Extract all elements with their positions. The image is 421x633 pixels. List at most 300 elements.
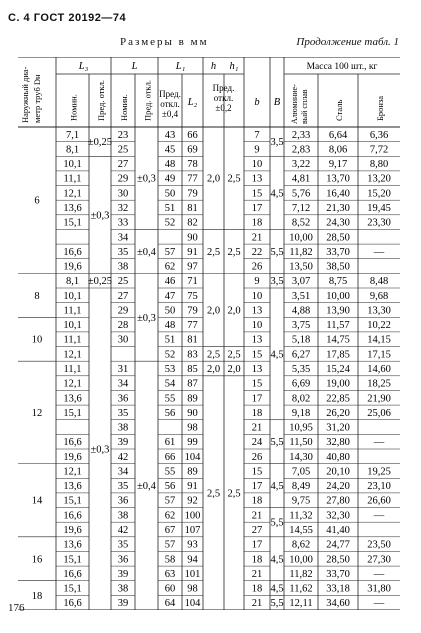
cell-L2: 79	[187, 188, 198, 200]
header-h: h	[210, 61, 217, 72]
cell-L2: 71	[187, 276, 198, 288]
cell-L3: 16,6	[63, 246, 82, 258]
cell-L2: 66	[187, 129, 198, 141]
cell-br: 8,48	[369, 276, 389, 288]
header-B: B	[273, 97, 281, 108]
cell-L3: 16,6	[63, 437, 82, 449]
cell-L1: 57	[164, 246, 176, 258]
cell-b: 22	[251, 246, 263, 258]
cell-st: 24,30	[326, 217, 350, 229]
B-cell: 5,5	[270, 517, 284, 529]
cell-al: 13,50	[289, 261, 313, 273]
cell-b: 13	[251, 305, 263, 317]
cell-L: 42	[117, 525, 129, 536]
cell-st: 6,64	[328, 129, 348, 141]
page-number: 176	[8, 602, 25, 614]
cell-L3: 15,1	[63, 407, 82, 419]
header-nominal: Номин.	[68, 94, 79, 121]
cell-L3: 12,1	[63, 466, 82, 478]
cell-b: 26	[251, 261, 263, 273]
cell-al: 4,88	[291, 305, 311, 317]
cell-br: 19,25	[367, 466, 391, 478]
cell-L3: 10,1	[63, 320, 82, 332]
outer-diameter-cell: 12	[31, 407, 43, 419]
B-cell: 4,5	[270, 188, 284, 200]
cell-st: 13,90	[326, 305, 350, 317]
L3-tolerance-cell: ±0,25	[87, 137, 113, 149]
header-L3: L₃	[78, 61, 89, 72]
cell-L1: 61	[164, 437, 176, 449]
cell-L1: 56	[164, 407, 176, 419]
cell-L: 38	[117, 422, 129, 434]
cell-L1: 54	[164, 378, 176, 390]
cell-al: 11,32	[289, 510, 313, 522]
L-tolerance-cell: ±0,4	[137, 246, 156, 258]
cell-L3: 7,1	[65, 129, 80, 141]
cell-b: 13	[251, 334, 263, 346]
header-nominal: Номин.	[119, 94, 129, 121]
cell-b: 7	[254, 129, 260, 141]
cell-br: 23,50	[367, 539, 391, 551]
L3-tolerance-cell: ±0,3	[90, 210, 110, 222]
cell-br: 8,80	[369, 159, 389, 171]
cell-b: 18	[251, 583, 263, 595]
cell-al: 5,35	[291, 364, 311, 375]
cell-st: 41,40	[326, 525, 350, 536]
cell-b: 18	[251, 407, 263, 419]
cell-L: 36	[117, 554, 129, 566]
cell-L2: 77	[187, 173, 198, 185]
L-tolerance-cell: ±0,3	[137, 173, 156, 185]
cell-b: 13	[251, 173, 263, 185]
L-tolerance-cell: ±0,3	[137, 312, 156, 324]
cell-L: 38	[117, 583, 129, 595]
cell-L: 39	[117, 568, 129, 580]
cell-b: 17	[251, 393, 263, 405]
cell-L1: 66	[164, 451, 176, 463]
cell-al: 8,52	[291, 217, 311, 229]
cell-b: 21	[251, 510, 263, 522]
cell-L1: 45	[164, 144, 176, 156]
L-tolerance-cell: ±0,4	[137, 481, 156, 493]
cell-st: 24,20	[326, 481, 350, 493]
cell-L: 35	[117, 539, 129, 551]
cell-al: 8,49	[291, 481, 311, 493]
cell-L2: 78	[187, 159, 198, 171]
header-L: L	[131, 61, 138, 72]
cell-L2: 81	[187, 334, 198, 346]
cell-L3: 13,6	[63, 539, 82, 551]
cell-L1: 56	[164, 481, 176, 493]
cell-L: 28	[117, 320, 129, 332]
cell-st: 27,80	[326, 495, 350, 507]
cell-L1: 47	[164, 290, 176, 302]
cell-L2: 90	[187, 407, 198, 419]
cell-L2: 69	[187, 144, 198, 156]
L3-tolerance-cell: ±0,25	[87, 276, 113, 288]
header-h-tol: откл.	[213, 93, 234, 103]
header-L2: L₂	[187, 97, 198, 108]
cell-L3: 15,1	[63, 583, 82, 595]
cell-L3: 15,1	[63, 217, 82, 229]
header-mass: Масса 100 шт., кг	[306, 62, 378, 72]
B-cell: 4,5	[270, 481, 284, 493]
cell-L: 25	[117, 276, 129, 288]
header-steel: Сталь	[334, 99, 344, 121]
cell-L1: 48	[164, 159, 176, 171]
cell-st: 38,50	[326, 261, 350, 273]
cell-L3: 12,1	[63, 188, 82, 200]
cell-br: 23,30	[367, 217, 391, 229]
cell-L2: 87	[187, 378, 198, 390]
cell-b: 27	[251, 525, 263, 536]
cell-b: 17	[251, 203, 263, 214]
cell-br: 6,36	[369, 129, 389, 141]
cell-st: 34,60	[326, 598, 350, 610]
cell-L3: 13,6	[63, 481, 82, 493]
cell-L1: 50	[164, 305, 176, 317]
cell-L2: 97	[187, 261, 198, 273]
cell-L3: 15,1	[63, 554, 82, 566]
header-outer-diameter: метр труб Dн	[32, 74, 42, 123]
cell-st: 8,75	[328, 276, 348, 288]
cell-L: 27	[117, 159, 129, 171]
cell-st: 14,75	[326, 334, 350, 346]
cell-L2: 89	[187, 466, 198, 478]
cell-br: 26,60	[367, 495, 391, 507]
units-caption: Размеры в мм	[120, 36, 209, 48]
cell-L1: 51	[164, 334, 176, 346]
cell-al: 2,33	[291, 129, 311, 141]
cell-L1: 63	[164, 568, 176, 580]
cell-al: 3,75	[291, 320, 311, 332]
cell-L2: 89	[187, 393, 198, 405]
cell-L1: 67	[164, 525, 176, 536]
cell-L2: 77	[187, 320, 198, 332]
cell-st: 33,18	[326, 583, 350, 595]
cell-st: 28,50	[326, 554, 350, 566]
cell-L3: 10,1	[63, 290, 82, 302]
header-aluminium: Алюминие-	[290, 84, 299, 124]
cell-al: 6,69	[291, 378, 311, 390]
cell-b: 26	[251, 451, 263, 463]
cell-L: 39	[117, 598, 129, 610]
cell-L3: 10,1	[63, 159, 82, 171]
cell-L: 29	[117, 305, 129, 317]
cell-b: 18	[251, 495, 263, 507]
cell-L3: 12,1	[63, 378, 82, 390]
cell-al: 7,12	[291, 203, 311, 214]
cell-al: 9,75	[291, 495, 311, 507]
B-cell: 4,5	[270, 583, 284, 595]
cell-L: 42	[117, 451, 129, 463]
cell-br: 15,20	[367, 188, 391, 200]
cell-b: 17	[251, 539, 263, 551]
cell-L2: 79	[187, 305, 198, 317]
header-tolerance: Пред. откл.	[96, 80, 106, 121]
cell-L: 23	[117, 129, 129, 141]
cell-st: 17,85	[326, 349, 350, 361]
cell-L: 35	[117, 407, 129, 419]
cell-L3: 8,1	[65, 144, 80, 156]
h1-cell: 2,5	[227, 173, 241, 185]
header-bronze: Бронза	[375, 95, 385, 121]
cell-br: —	[373, 568, 385, 580]
outer-diameter-cell: 14	[31, 495, 43, 507]
cell-L2: 91	[187, 481, 198, 493]
cell-st: 32,30	[326, 510, 350, 522]
cell-L2: 100	[184, 510, 201, 522]
B-cell: 4,5	[270, 554, 284, 566]
cell-L1: 46	[164, 276, 176, 288]
cell-br: 27,30	[367, 554, 391, 566]
cell-st: 22,85	[326, 393, 350, 405]
cell-L3: 11,1	[63, 364, 82, 375]
cell-L1: 48	[164, 320, 176, 332]
cell-L3: 16,6	[63, 510, 82, 522]
cell-al: 4,81	[291, 173, 311, 185]
cell-L3: 8,1	[65, 276, 80, 288]
table-continuation: Продолжение табл. 1	[296, 36, 399, 48]
cell-L2: 92	[187, 495, 198, 507]
cell-b: 10	[251, 320, 263, 332]
cell-al: 8,62	[291, 539, 311, 551]
cell-al: 9,18	[291, 407, 311, 419]
cell-al: 5,18	[291, 334, 311, 346]
cell-br: 13,30	[367, 305, 391, 317]
cell-L: 38	[117, 510, 129, 522]
cell-L2: 93	[187, 539, 198, 551]
cell-al: 14,30	[289, 451, 313, 463]
cell-st: 32,80	[326, 437, 350, 449]
cell-L: 30	[117, 188, 129, 200]
cell-L1: 62	[164, 261, 176, 273]
cell-br: —	[373, 598, 385, 610]
cell-b: 9	[254, 144, 260, 156]
cell-L1: 50	[164, 188, 176, 200]
cell-st: 20,10	[326, 466, 350, 478]
cell-st: 9,17	[328, 159, 348, 171]
cell-br: 14,60	[367, 364, 391, 375]
cell-al: 3,07	[291, 276, 311, 288]
cell-L2: 75	[187, 290, 198, 302]
cell-L1: 53	[164, 364, 176, 375]
B-cell: 5,5	[270, 246, 284, 258]
cell-st: 10,00	[326, 290, 350, 302]
cell-al: 3,22	[291, 159, 311, 171]
cell-L1: 52	[164, 217, 176, 229]
h1-cell: 2,0	[227, 305, 241, 317]
cell-b: 21	[251, 232, 263, 244]
cell-L3: 11,1	[63, 334, 82, 346]
cell-st: 8,06	[328, 144, 348, 156]
cell-L: 38	[117, 261, 129, 273]
cell-L3: 19,6	[63, 261, 82, 273]
cell-L1: 64	[164, 598, 176, 610]
cell-al: 10,00	[289, 232, 313, 244]
h-cell: 2,5	[206, 246, 221, 258]
outer-diameter-cell: 16	[31, 554, 43, 566]
header-h-tol: Пред.	[212, 83, 235, 93]
cell-st: 24,77	[326, 539, 350, 551]
cell-b: 15	[251, 349, 263, 361]
cell-L3: 16,6	[63, 598, 82, 610]
cell-L1: 60	[164, 583, 176, 595]
cell-L3: 11,1	[63, 305, 82, 317]
cell-L3: 16,6	[63, 568, 82, 580]
cell-b: 15	[251, 466, 263, 478]
h1-cell: 2,5	[227, 488, 241, 500]
cell-b: 15	[251, 378, 263, 390]
cell-st: 33,70	[326, 568, 350, 580]
cell-L2: 104	[184, 451, 201, 463]
cell-al: 7,05	[291, 466, 311, 478]
cell-st: 13,70	[326, 173, 350, 185]
cell-L2: 98	[187, 422, 198, 434]
cell-L2: 83	[187, 349, 198, 361]
cell-br: 21,90	[367, 393, 391, 405]
cell-al: 12,11	[289, 598, 313, 610]
cell-b: 15	[251, 188, 263, 200]
cell-br: 23,10	[367, 481, 391, 493]
cell-L3: 19,6	[63, 451, 82, 463]
cell-b: 24	[251, 437, 263, 449]
cell-L1: 57	[164, 495, 176, 507]
cell-L3: 15,1	[63, 495, 82, 507]
cell-L2: 82	[187, 217, 198, 229]
cell-L: 34	[117, 232, 129, 244]
cell-L: 30	[117, 334, 129, 346]
cell-st: 40,80	[326, 451, 350, 463]
cell-st: 33,70	[326, 246, 350, 258]
cell-st: 16,40	[326, 188, 350, 200]
cell-al: 14,55	[289, 525, 313, 536]
cell-L2: 99	[187, 437, 198, 449]
cell-b: 21	[251, 422, 263, 434]
cell-L1: 51	[164, 203, 176, 214]
cell-L: 39	[117, 437, 129, 449]
cell-L2: 91	[187, 246, 198, 258]
cell-L: 34	[117, 378, 129, 390]
cell-L: 33	[117, 217, 129, 229]
B-cell: 3,5	[270, 137, 284, 149]
cell-L: 25	[117, 144, 129, 156]
header-L1-tol: ±0,4	[161, 109, 179, 119]
cell-L: 36	[117, 393, 129, 405]
header-h-tol: ±0,2	[215, 103, 232, 113]
cell-b: 13	[251, 364, 263, 375]
cell-b: 18	[251, 554, 263, 566]
cell-st: 11,57	[326, 320, 350, 332]
cell-L: 31	[117, 364, 129, 375]
header-b: b	[254, 97, 260, 108]
cell-br: 14,15	[367, 334, 391, 346]
cell-L: 32	[117, 203, 129, 214]
cell-br: 13,20	[367, 173, 391, 185]
cell-L: 35	[117, 481, 129, 493]
cell-b: 9	[254, 276, 260, 288]
cell-L: 34	[117, 466, 129, 478]
cell-L3: 13,6	[63, 203, 82, 214]
header-L1-tol: откл.	[160, 99, 180, 109]
header-h1: h₁	[229, 61, 239, 72]
cell-br: —	[373, 437, 385, 449]
header-tolerance: Пред. откл.	[142, 80, 153, 121]
cell-L1: 52	[164, 349, 176, 361]
B-cell: 5,5	[270, 598, 284, 610]
cell-L1: 62	[164, 510, 176, 522]
cell-al: 8,02	[291, 393, 311, 405]
cell-L2: 81	[187, 203, 198, 214]
cell-st: 26,20	[326, 407, 350, 419]
cell-L2: 90	[187, 232, 198, 244]
h1-cell: 2,5	[227, 349, 241, 361]
cell-st: 21,30	[326, 203, 350, 214]
L3-tolerance-cell: ±0,3	[90, 444, 110, 456]
B-cell: 5,5	[270, 437, 284, 449]
cell-b: 17	[251, 481, 263, 493]
cell-L: 29	[117, 173, 129, 185]
cell-br: 10,22	[367, 320, 391, 332]
cell-L3: 12,1	[63, 349, 82, 361]
cell-L1: 55	[164, 466, 176, 478]
cell-L: 36	[117, 495, 129, 507]
cell-L1: 58	[164, 554, 176, 566]
cell-br: 19,45	[367, 203, 391, 214]
h1-cell: 2,0	[227, 364, 241, 375]
cell-L2: 104	[184, 598, 201, 610]
cell-br: —	[373, 246, 385, 258]
B-cell: 4,5	[270, 349, 284, 361]
cell-br: 18,25	[367, 378, 391, 390]
h-cell: 2,0	[206, 305, 221, 317]
cell-al: 10,95	[289, 422, 313, 434]
h1-cell: 2,5	[227, 246, 241, 258]
cell-br: 31,80	[367, 583, 391, 595]
cell-L2: 85	[187, 364, 198, 375]
cell-L1: 49	[164, 173, 176, 185]
outer-diameter-cell: 6	[34, 195, 40, 207]
cell-b: 10	[251, 159, 263, 171]
outer-diameter-cell: 18	[31, 590, 43, 602]
cell-br: 9,68	[369, 290, 389, 302]
cell-al: 11,82	[289, 246, 313, 258]
cell-b: 21	[251, 598, 263, 610]
cell-st: 28,50	[326, 232, 350, 244]
cell-L2: 98	[187, 583, 198, 595]
cell-L: 27	[117, 290, 129, 302]
cell-br: 7,72	[369, 144, 389, 156]
cell-b: 21	[251, 568, 263, 580]
cell-st: 31,20	[326, 422, 350, 434]
cell-al: 10,00	[289, 554, 313, 566]
h-cell: 2,0	[206, 364, 221, 375]
header-L1: L₁	[175, 61, 186, 72]
cell-al: 5,76	[291, 188, 311, 200]
outer-diameter-cell: 8	[34, 290, 40, 302]
cell-L1: 43	[164, 129, 176, 141]
cell-al: 6,27	[291, 349, 311, 361]
cell-L: 35	[117, 246, 129, 258]
cell-b: 18	[251, 217, 263, 229]
cell-al: 2,83	[291, 144, 311, 156]
cell-al: 11,82	[289, 568, 313, 580]
h-cell: 2,0	[206, 173, 221, 185]
document-code: С. 4 ГОСТ 20192—74	[8, 12, 127, 24]
cell-al: 11,62	[289, 583, 313, 595]
cell-L2: 107	[184, 525, 201, 536]
cell-al: 3,51	[291, 290, 311, 302]
